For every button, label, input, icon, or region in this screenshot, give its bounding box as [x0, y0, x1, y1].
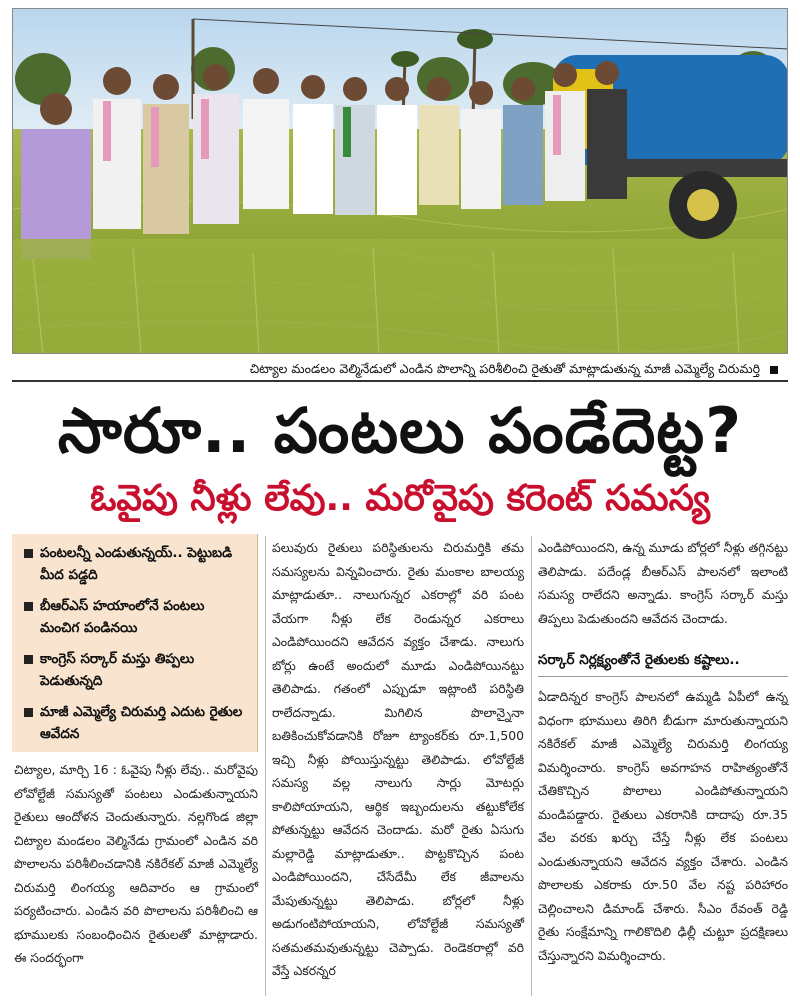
caption-bullet-icon: [770, 366, 778, 374]
highlight-item: కాంగ్రెస్ సర్కార్ మస్తు తిప్పలు పెడుతున్నది: [22, 648, 247, 692]
article-column-3: [538, 536, 788, 967]
highlights-box: [12, 534, 258, 752]
photo-caption: [12, 356, 788, 382]
column-3-top-text: ఎండిపోయిందని, ఉన్న మూడు బోర్లలో నీళ్లు తగ్గినట్టు తెలిపాడు. పదేండ్ల బీఆర్ఎస్ పాలనలో ఇలాంటి సమస్య రాలేదని అన్నాడు. కాంగ్రెస్ సర్కార్ మస్తు తిప్పలు పెడుతుందని ఆవేదన చెందాడు.: [538, 540, 788, 626]
news-photo: [12, 8, 788, 354]
article-column-2: [272, 536, 524, 983]
subheadline: ఓవైపు నీళ్లు లేవు.. మరోవైపు కరెంట్ సమస్య: [90, 478, 710, 519]
column-divider: [531, 536, 532, 996]
column-2-text: పలువురు రైతులు పరిస్థితులను చిరుమర్తికి తమ సమస్యలను విన్నవించారు. రైతు మంకాల బాలయ్య మాట్లాడుతూ.. నాలుగున్నర ఎకరాల్లో వరి పంట వేయగా నీళ్లు లేక రెండున్నర ఎకరాలు ఎండిపోయిందని ఆవేదన వ్యక్తం చేశాడు. నాలుగు బోర్లు ఉంటే అందులో మూడు ఎండిపోయినట్టు తెలిపాడు. గతంలో ఎప్పుడూ ఇట్లాంటి పరిస్థితి రాలేదన్నాడు. మిగిలిన పొలాన్నైనా బతికించుకోవడానికి రోజూ ట్యాంకర్‌కు రూ.1,500 ఇచ్చి నీళ్లు పోయిస్తున్నట్టు తెలిపాడు. లోవోల్టేజీ సమస్య వల్ల నాలుగు సార్లు మోటర్లు కాలిపోయాయని, ఆర్థిక ఇబ్బందులను తట్టుకోలేక పోతున్నట్టు ఆవేదన చెందాడు. మరో రైతు ఏసుగు మల్లారెడ్డి మాట్లాడుతూ.. పొట్టకొచ్చిన పంట ఎండిపోయిందని, చేసేదేమీ లేక జీవాలను మేపుతున్నట్టు తెలిపాడు. బోర్లలో నీళ్లు అడుగంటిపోయాయని, లోవోల్టేజీ సమస్యతో సతమతమవుతున్నట్టు చెప్పాడు. రెండెకరాల్లో వరి వేస్తే ఎకరన్నర: [272, 540, 524, 978]
highlight-item: పంటలన్నీ ఎండుతున్నయ్.. పెట్టుబడి మీద పడ్డది: [22, 542, 247, 586]
column-1-text: చిట్యాల, మార్చి 16 : ఓవైపు నీళ్లు లేవు.. మరోవైపు లోవోల్టేజీ సమస్యతో పంటలు ఎండుతున్నాయని రైతులు ఆందోళన చెందుతున్నారు. నల్లగొండ జిల్లా చిట్యాల మండలం వెల్మినేడు గ్రామంలో ఎండిన వరి పొలాలను పరిశీలించడానికి నకిరేకల్ మాజీ ఎమ్మెల్యే చిరుమర్తి లింగయ్య ఆదివారం ఆ గ్రామంలో పర్యటించారు. ఎండిన వరి పొలాలను పరిశీలించి ఆ భూములకు సంబంధించిన రైతులతో మాట్లాడారు. ఈ సందర్భంగా: [14, 762, 258, 965]
column-3-bottom-text: ఏడాదిన్నర కాంగ్రెస్ పాలనలో ఉమ్మడి ఏపీలో ఉన్న విధంగా భూములు తిరిగి బీడుగా మారుతున్నాయని నకిరేకల్ మాజీ ఎమ్మెల్యే చిరుమర్తి లింగయ్య విమర్శించారు. కాంగ్రెస్ అవగాహన రాహిత్యంతోనే చేతికొచ్చిన పొలాలు ఎండిపోతున్నాయని మండిపడ్డారు. రైతులు ఎకరానికి దాదాపు రూ.35 వేల వరకు ఖర్చు చేస్తే నీళ్లు లేక పంటలు ఎండుతున్నాయని ఆవేదన వ్యక్తం చేశారు. ఎండిన పొలాలకు ఎకరాకు రూ.50 వేల నష్ట పరిహారం చెల్లించాలని డిమాండ్ చేశారు. సీఎం రేవంత్ రెడ్డి రైతు సంక్షేమాన్ని గాలికొదిలి ఢిల్లీ చుట్టూ ప్రదక్షిణలు చేస్తున్నారని విమర్శించారు.: [538, 689, 788, 963]
highlight-item: బీఆర్ఎస్ హయాంలోనే పంటలు మంచిగ పండినయి: [22, 595, 247, 639]
column-3-subheading: సర్కార్ నిర్లక్ష్యంతోనే రైతులకు కష్టాలు..: [538, 648, 788, 677]
article-column-1: [14, 758, 258, 970]
headline: సారూ.. పంటలు పండేదెట్ట?: [57, 394, 743, 467]
column-divider: [265, 536, 266, 996]
photo-scene: [13, 9, 788, 354]
highlight-item: మాజీ ఎమ్మెల్యే చిరుమర్తి ఎదుట రైతుల ఆవేదన: [22, 701, 247, 745]
caption-text: చిట్యాల మండలం వెల్మినేడులో ఎండిన పొలాన్ని పరిశీలించి రైతుతో మాట్లాడుతున్న మాజీ ఎమ్మెల్యే చిరుమర్తి: [249, 361, 761, 376]
